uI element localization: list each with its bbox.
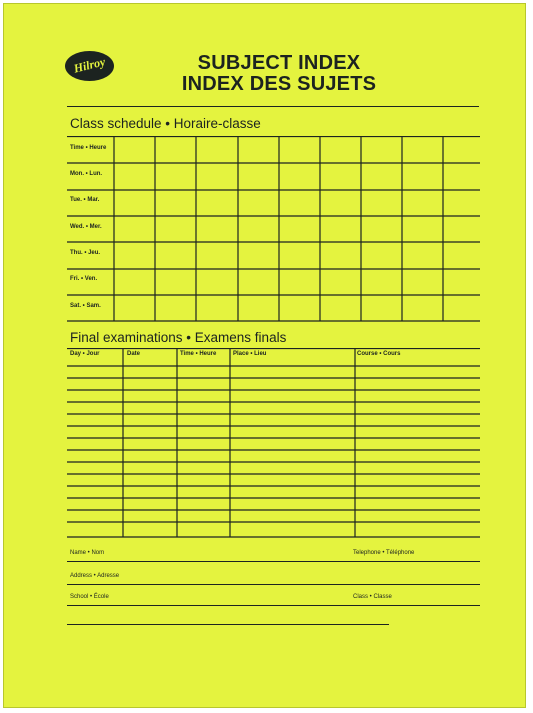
schedule-row-label: Time • Heure [70, 145, 107, 151]
notebook-cover [3, 3, 526, 708]
class-label: Class • Classe [353, 594, 392, 600]
schedule-row-label: Wed. • Mer. [70, 224, 102, 230]
telephone-label: Telephone • Téléphone [353, 550, 415, 556]
exams-heading: Final examinations • Examens finals [70, 330, 287, 345]
schedule-heading: Class schedule • Horaire-classe [70, 116, 261, 131]
exams-column-header: Time • Heure [180, 351, 217, 357]
brand-logo [65, 51, 114, 81]
address-label: Address • Adresse [70, 573, 120, 579]
exams-column-header: Place • Lieu [233, 351, 267, 357]
exams-column-header: Date [127, 351, 141, 357]
brand-logo-text: Hilroy [72, 54, 107, 76]
school-line[interactable] [67, 605, 480, 606]
schedule-grid-lines [67, 136, 480, 322]
exams-column-header: Course • Cours [357, 351, 401, 357]
exams-table-lines [67, 348, 480, 538]
schedule-row-label: Mon. • Lun. [70, 171, 103, 177]
exams-table [67, 348, 480, 538]
header-divider [67, 106, 479, 107]
name-line[interactable] [67, 561, 480, 562]
name-label: Name • Nom [70, 550, 105, 556]
schedule-grid [67, 136, 480, 322]
schedule-row-label: Tue. • Mar. [70, 197, 100, 203]
exams-column-header: Day • Jour [70, 351, 100, 357]
schedule-row-label: Fri. • Ven. [70, 276, 98, 282]
address-line[interactable] [67, 584, 480, 585]
page-title-english: SUBJECT INDEX [197, 52, 361, 74]
schedule-row-label: Thu. • Jeu. [70, 250, 101, 256]
extra-line[interactable] [67, 624, 389, 625]
schedule-row-label: Sat. • Sam. [70, 303, 101, 309]
page-title-french: INDEX DES SUJETS [181, 73, 377, 95]
school-label: School • École [70, 594, 109, 600]
